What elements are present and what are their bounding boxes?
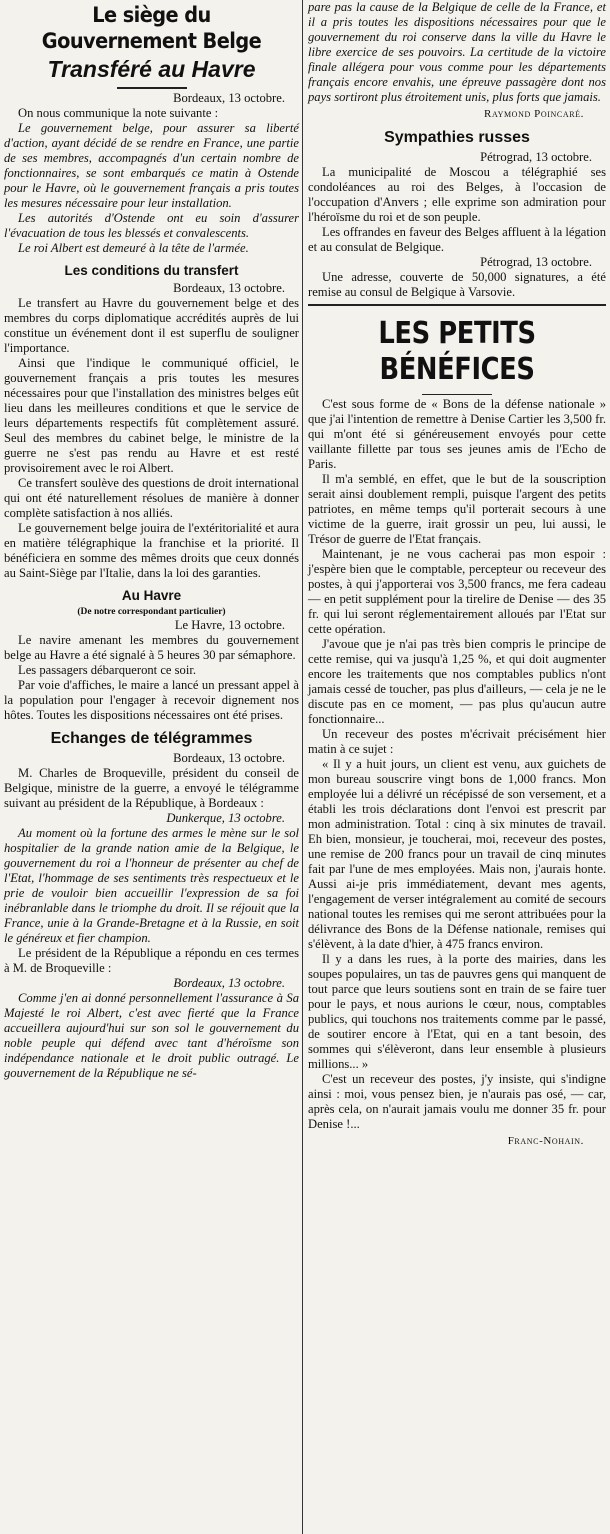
signature: Franc-Nohain. (507, 1135, 584, 1147)
paragraph: Il y a dans les rues, à la porte des mairies, dans les soupes populaires, un tas de pauvres gens qui manquent de tout parce que leurs soutiens sont en train de se faire tuer pour le pays, et nous aurions le cœur, nous, comptables publics, qui touchons nos traitements comme par le passé, de soutirer encore à l'Etat, qui en a tant besoin, des sommes qui s'élèveront, dans leur ensemble à plusieurs millions... » (308, 952, 606, 1071)
signature: Raymond Poincaré. (484, 108, 584, 120)
dateline: Bordeaux, 13 octobre. (173, 975, 285, 990)
paragraph: La municipalité de Moscou a télégraphié ses condoléances au roi des Belges, à l'occasion de l'occupation d'Anvers ; elle exprime son admiration pour l'héroïsme du roi et de son peuple. (308, 165, 606, 224)
section-title-havre: Au Havre (121, 587, 182, 603)
section-title-conditions: Les conditions du transfert (64, 262, 239, 278)
dateline: Le Havre, 13 octobre. (174, 617, 285, 632)
paragraph: Le navire amenant les membres du gouvernement belge au Havre a été signalé à 5 heures 30 par sémaphore. (4, 632, 299, 662)
paragraph: M. Charles de Broqueville, président du conseil de Belgique, ministre de la guerre, a envoyé le télégramme suivant au président de la République, à Bordeaux : (4, 765, 299, 810)
paragraph: C'est sous forme de « Bons de la défense nationale » que j'ai l'intention de remettre à Denise Cartier les 3,500 fr. qui m'ont été si généreusement envoyés pour cette vaillante fillette par tous ses jeunes amis de l'Echo de Paris. (308, 397, 606, 471)
paragraph: Les passagers débarqueront ce soir. (18, 662, 196, 677)
dateline: Pétrograd, 13 octobre. (480, 150, 592, 164)
paragraph: C'est un receveur des postes, j'y insiste, qui s'indigne ainsi : moi, vous pensez bien, je n'aurais pas osé, — car, après cela, on n'aurait jamais voulu me donner 35 fr. pour Denise !... (308, 1072, 606, 1131)
paragraph: Le gouvernement belge, pour assurer sa liberté d'action, ayant décidé de se rendre en France, une partie de ses membres, accompagnés d'un certain nombre de fonctionnaires, se sont embarqués ce matin à Ostende pour le Havre, où le gouvernement français a pris toutes les mesures nécessaire pour leur installation. (4, 120, 299, 210)
paragraph: Par voie d'affiches, le maire a lancé un pressant appel à la population pour l'engager à recevoir dignement nos hôtes. Toutes les dispositions nécessaires ont été prises. (4, 677, 299, 722)
correspondent-note: (De notre correspondant particulier) (77, 606, 226, 617)
column-rule (302, 0, 303, 1534)
paragraph: Le roi Albert est demeuré à la tête de l'armée. (18, 240, 249, 255)
paragraph: Ce transfert soulève des questions de droit international qui ont été naturellement résolues de manière à donner complète satisfaction à nos alliés. (4, 475, 299, 520)
section-title-telegrammes: Echanges de télégrammes (50, 729, 253, 747)
divider (308, 304, 606, 306)
paragraph: Le président de la République a répondu en ces termes à M. de Broqueville : (4, 945, 299, 975)
dateline: Bordeaux, 13 octobre. (173, 90, 285, 105)
paragraph: pare pas la cause de la Belgique de celle de la France, et il a pris toutes les dispositions nécessaires pour que le gouvernement du roi conserve dans la ville du Havre le libre exercice de ses pouvoirs. La certitude de la victoire finale allégera pour vous comme pour les départements français encore envahis, une épreuve passagère dont nos pays sortiront plus étroitement unis, plus forts que jamais. (308, 0, 606, 104)
dateline: Bordeaux, 13 octobre. (173, 750, 285, 765)
section-title-sympathies: Sympathies russes (384, 129, 530, 146)
dateline: Bordeaux, 13 octobre. (173, 280, 285, 295)
paragraph: « Il y a huit jours, un client est venu, aux guichets de mon bureau souscrire vingt bons de 1,000 francs. Mon employée lui a délivré un récépissé de son versement, et a établi les trois déclarations dont l'envoi est prescrit par mon administration. Total : cinq à six minutes de travail. Eh bien, monsieur, je toucherai, moi, receveur des postes, une remise de 200 francs pour un travail de cinq minutes fait par l'une de mes employées. Mais non, j'aurais honte. Aussi ai-je pris immédiatement, devant mes agents, l'engagement de verser intégralement au comité de secours national toutes les remises qui me seront attribuées pour la délivrance des Bons de la Défense nationale, remises qui s'élèvent, à la date d'hier, à 475 francs environ. (308, 757, 606, 951)
sub-headline: Transféré au Havre (47, 56, 256, 82)
big-headline: LES PETITS BÉNÉFICES (378, 315, 536, 387)
paragraph: Un receveur des postes m'écrivait précisément hier matin à ce sujet : (308, 727, 606, 756)
paragraph: Il m'a semblé, en effet, que le but de la souscription serait ainsi doublement rempli, puisque l'argent des petits patriotes, en même temps qu'il porterait secours à une victime de la guerre, irait grossir un peu, lui aussi, le Trésor de guerre de l'Etat français. (308, 472, 606, 546)
dateline: Pétrograd, 13 octobre. (480, 255, 592, 269)
left-column (4, 0, 299, 1081)
paragraph: Comme j'en ai donné personnellement l'assurance à Sa Majesté le roi Albert, c'est avec fierté que la France accueillera aujourd'hui sur son sol le gouvernement du noble peuple qui défend avec tant d'héroïsme son indépendance nationale et le droit public outragé. Le gouvernement de la République ne sé- (4, 990, 299, 1080)
right-column (308, 0, 606, 1149)
dateline: Dunkerque, 13 octobre. (166, 810, 285, 825)
paragraph: Ainsi que l'indique le communiqué officiel, le gouvernement français a pris toutes les mesures nécessaires pour que l'installation des ministres belges eût lieu dans les meilleures conditions et que le service de leurs départements respectifs fût complètement assuré. Seul des membres du cabinet belge, le ministre de la guerre ne s'est pas rendu au Havre et est resté provisoirement avec le roi Albert. (4, 355, 299, 475)
paragraph: Au moment où la fortune des armes le mène sur le sol hospitalier de la grande nation amie de la Belgique, le gouvernement du roi a l'honneur de présenter au chef de l'Etat, l'hommage de ses sentiments très respectueux et le prie de vouloir bien accueillir l'expression de sa foi inébranlable dans le triomphe du droit. Il se réjouit que la France, unie à la Grande-Bretagne et à la Russie, en soit le généreux et fier champion. (4, 825, 299, 945)
paragraph: Le gouvernement belge jouira de l'extéritorialité et aura en matière télégraphique la franchise et la priorité. Il bénéficiera en somme des mêmes droits que ceux donnés au Saint-Siège par l'Italie, dans la loi des garanties. (4, 520, 299, 580)
paragraph: Le transfert au Havre du gouvernement belge et des membres du corps diplomatique accrédités auprès de lui constitue un événement dont il est superflu de souligner l'importance. (4, 295, 299, 355)
paragraph: Maintenant, je ne vous cacherai pas mon espoir : j'espère bien que le comptable, percepteur ou receveur des postes, à qui j'apporterai vos 3,500 francs, me fera cadeau — en petit supplément pour la tirelire de Denise — des 35 fr. qui lui seront réglementairement alloués par l'Etat sur cette opération. (308, 547, 606, 636)
divider (422, 394, 492, 396)
paragraph: Les offrandes en faveur des Belges affluent à la légation et au consulat de Belgique. (308, 225, 606, 254)
paragraph: Une adresse, couverte de 50,000 signatures, a été remise au consul de Belgique à Varsovie. (308, 270, 606, 299)
paragraph: J'avoue que je n'ai pas très bien compris le principe de cette remise, qui va jusqu'à 1,25 %, et qui doit augmenter encore les traitements que nos comptables publics n'ont jamais cessé de toucher, pas plus d'ailleurs, — cela je ne le discute pas en ce moment, — pas plus qu'aucun autre fonctionnaire... (308, 637, 606, 726)
paragraph: Les autorités d'Ostende ont eu soin d'assurer l'évacuation de tous les blessés et convalescents. (4, 210, 299, 240)
main-headline: Le siège du Gouvernement Belge (41, 3, 262, 53)
divider (117, 87, 187, 89)
paragraph: On nous communique la note suivante : (18, 105, 219, 120)
